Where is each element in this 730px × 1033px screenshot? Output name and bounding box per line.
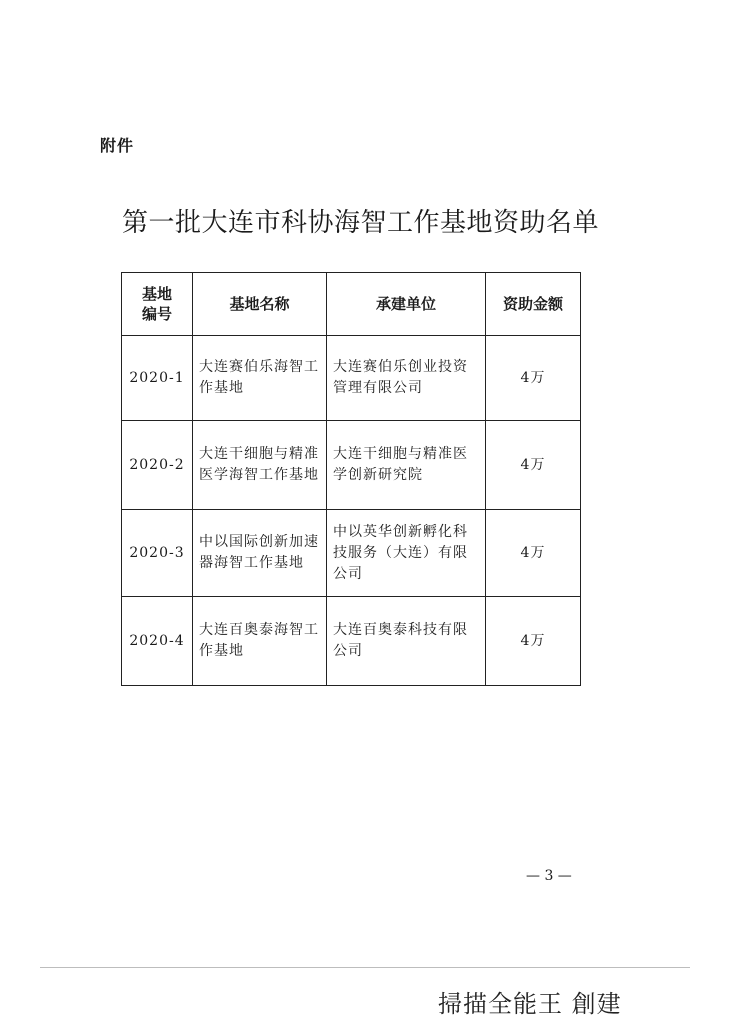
row-base-id: 2020-4: [122, 597, 193, 686]
table-row: [122, 336, 581, 421]
table-header-row: [122, 273, 581, 336]
row-amount: 4万: [486, 597, 581, 686]
scanner-watermark: 掃描全能王 創建: [438, 990, 622, 1018]
row-base-name: 大连干细胞与精准医学海智工作基地: [193, 421, 327, 510]
scan-edge-line: [40, 967, 690, 968]
row-amount: 4万: [486, 336, 581, 421]
row-base-name: 大连百奥泰海智工作基地: [193, 597, 327, 686]
row-base-id: 2020-1: [122, 336, 193, 421]
document-title: 第一批大连市科协海智工作基地资助名单: [122, 208, 600, 238]
row-unit: 大连干细胞与精准医学创新研究院: [327, 421, 486, 510]
page-number: — 3 —: [526, 868, 572, 884]
header-unit: 承建单位: [327, 273, 486, 336]
header-base-name: 基地名称: [193, 273, 327, 336]
attachment-label: 附件: [100, 136, 135, 155]
row-unit: 大连百奥泰科技有限公司: [327, 597, 486, 686]
row-base-id: 2020-2: [122, 421, 193, 510]
header-base-id-label: 基地编号: [141, 285, 172, 323]
row-amount: 4万: [486, 510, 581, 597]
header-base-id: [122, 273, 193, 336]
row-base-id: 2020-3: [122, 510, 193, 597]
row-unit: 中以英华创新孵化科技服务（大连）有限公司: [327, 510, 486, 597]
row-base-name: 中以国际创新加速器海智工作基地: [193, 510, 327, 597]
row-base-name: 大连赛伯乐海智工作基地: [193, 336, 327, 421]
row-amount: 4万: [486, 421, 581, 510]
header-amount: 资助金额: [486, 273, 581, 336]
table-row: [122, 597, 581, 686]
table-row: [122, 510, 581, 597]
table-row: [122, 421, 581, 510]
funding-table: [121, 272, 581, 686]
row-unit: 大连赛伯乐创业投资管理有限公司: [327, 336, 486, 421]
